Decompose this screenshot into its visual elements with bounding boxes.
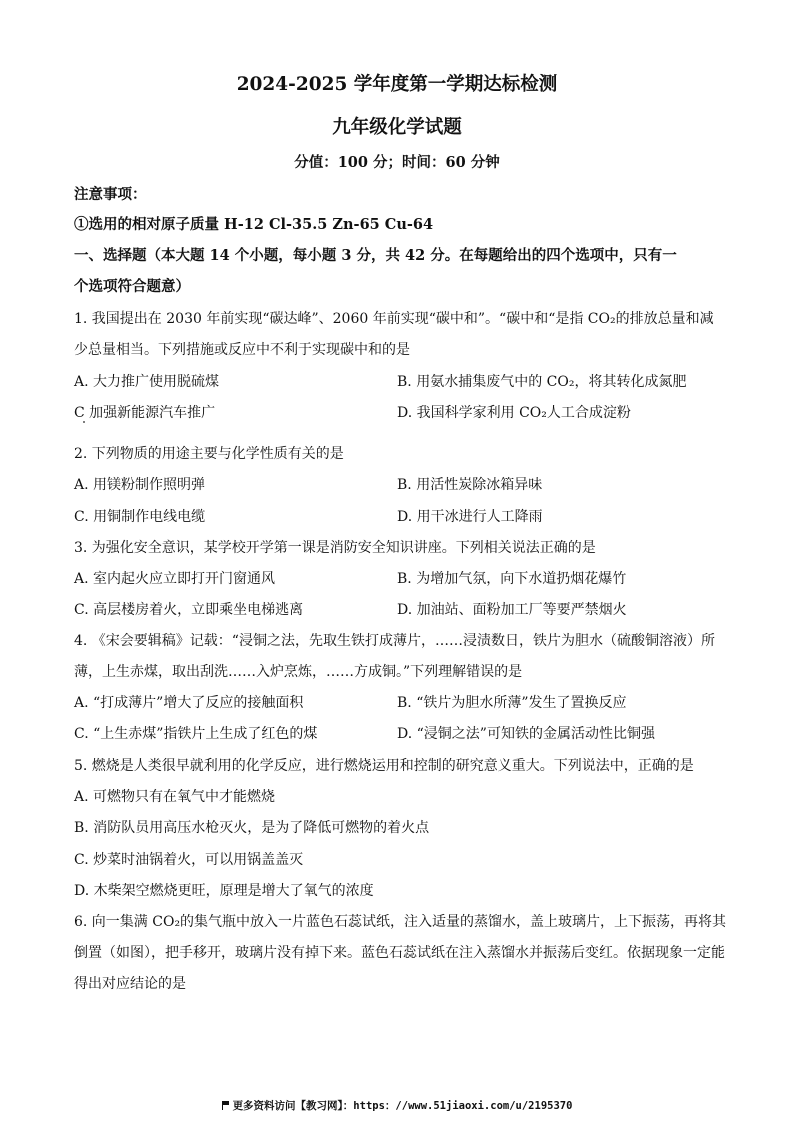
q4-stem-line2: 薄，上生赤煤，取出刮洗……入炉烹炼，……方成铜。”下列理解错误的是 (74, 664, 523, 680)
q5-option-d: D. 木柴架空燃烧更旺，原理是增大了氧气的浓度 (74, 883, 374, 899)
q3-option-b: B. 为增加气氛，向下水道扔烟花爆竹 (397, 571, 627, 587)
q4-option-c: C. “上生赤煤”指铁片上生成了红色的煤 (74, 726, 318, 742)
footer-text: 更多资料访问【教习网】：https：//www.51jiaoxi.com/u/2195370 (232, 1100, 573, 1112)
atomic-masses: ①选用的相对原子质量 H-12 Cl-35.5 Zn-65 Cu-64 (74, 216, 434, 233)
q1-option-d: D. 我国科学家利用 CO₂人工合成淀粉 (397, 405, 631, 421)
q2-option-a: A. 用镁粉制作照明弹 (74, 477, 206, 493)
q1-option-b: B. 用氨水捕集废气中的 CO₂，将其转化成氮肥 (397, 374, 687, 390)
section1-heading-line2: 个选项符合题意） (74, 278, 190, 295)
section1-heading-line1: 一、选择题（本大题 14 个小题，每小题 3 分，共 42 分。在每题给出的四个选项中，只有一 (74, 247, 677, 264)
q3-stem-line1: 3. 为强化安全意识，某学校开学第一课是消防安全知识讲座。下列相关说法正确的是 (74, 540, 596, 556)
q5-option-a: A. 可燃物只有在氧气中才能燃烧 (74, 789, 276, 805)
q1-option-c: C 加强新能源汽车推广 (74, 405, 216, 421)
exam-subject-title: 九年级化学试题 (332, 117, 462, 138)
q3-option-c: C. 高层楼房着火，立即乘坐电梯逃离 (74, 602, 304, 618)
q5-option-b: B. 消防队员用高压水枪灭火，是为了降低可燃物的着火点 (74, 820, 430, 836)
q1-stem-line2: 少总量相当。下列措施或反应中不利于实现碳中和的是 (74, 342, 410, 358)
q6-stem-line1: 6. 向一集满 CO₂的集气瓶中放入一片蓝色石蕊试纸，注入适量的蒸馏水，盖上玻璃片，上下振荡，再将其 (74, 914, 727, 930)
q5-option-c: C. 炒菜时油锅着火，可以用锅盖盖灭 (74, 852, 304, 868)
q4-option-a: A. “打成薄片”增大了反应的接触面积 (74, 695, 304, 711)
exam-meta: 分值：100 分；时间：60 分钟 (294, 154, 500, 171)
q2-option-b: B. 用活性炭除冰箱异味 (397, 477, 543, 493)
q6-stem-line2: 倒置（如图），把手移开，玻璃片没有掉下来。蓝色石蕊试纸在注入蒸馏水并振荡后变红。依据现象一定能 (74, 945, 725, 961)
footer-link[interactable] (0, 1098, 794, 1113)
q6-stem-line3: 得出对应结论的是 (74, 976, 186, 992)
q2-option-c: C. 用铜制作电线电缆 (74, 509, 206, 525)
q4-option-d: D. “浸铜之法”可知铁的金属活动性比铜强 (397, 726, 655, 742)
q4-option-b: B. “铁片为胆水所薄”发生了置换反应 (397, 695, 627, 711)
flag-icon (222, 1101, 230, 1110)
scan-speck (83, 421, 85, 423)
q1-option-a: A. 大力推广使用脱硫煤 (74, 374, 220, 390)
q3-option-a: A. 室内起火应立即打开门窗通风 (74, 571, 276, 587)
q1-stem-line1: 1. 我国提出在 2030 年前实现“碳达峰”、2060 年前实现“碳中和”。“碳中和“是指 CO₂的排放总量和减 (74, 311, 714, 327)
notes-heading: 注意事项： (74, 186, 147, 203)
q5-stem-line1: 5. 燃烧是人类很早就利用的化学反应，进行燃烧运用和控制的研究意义重大。下列说法中，正确的是 (74, 758, 694, 774)
q2-option-d: D. 用干冰进行人工降雨 (397, 509, 543, 525)
q4-stem-line1: 4. 《宋会要辑稿》记载：“浸铜之法，先取生铁打成薄片，……浸渍数日，铁片为胆水（硫酸铜溶液）所 (74, 633, 715, 649)
q2-stem-line1: 2. 下列物质的用途主要与化学性质有关的是 (74, 446, 344, 462)
exam-title: 2024-2025 学年度第一学期达标检测 (236, 74, 558, 95)
q3-option-d: D. 加油站、面粉加工厂等要严禁烟火 (397, 602, 627, 618)
